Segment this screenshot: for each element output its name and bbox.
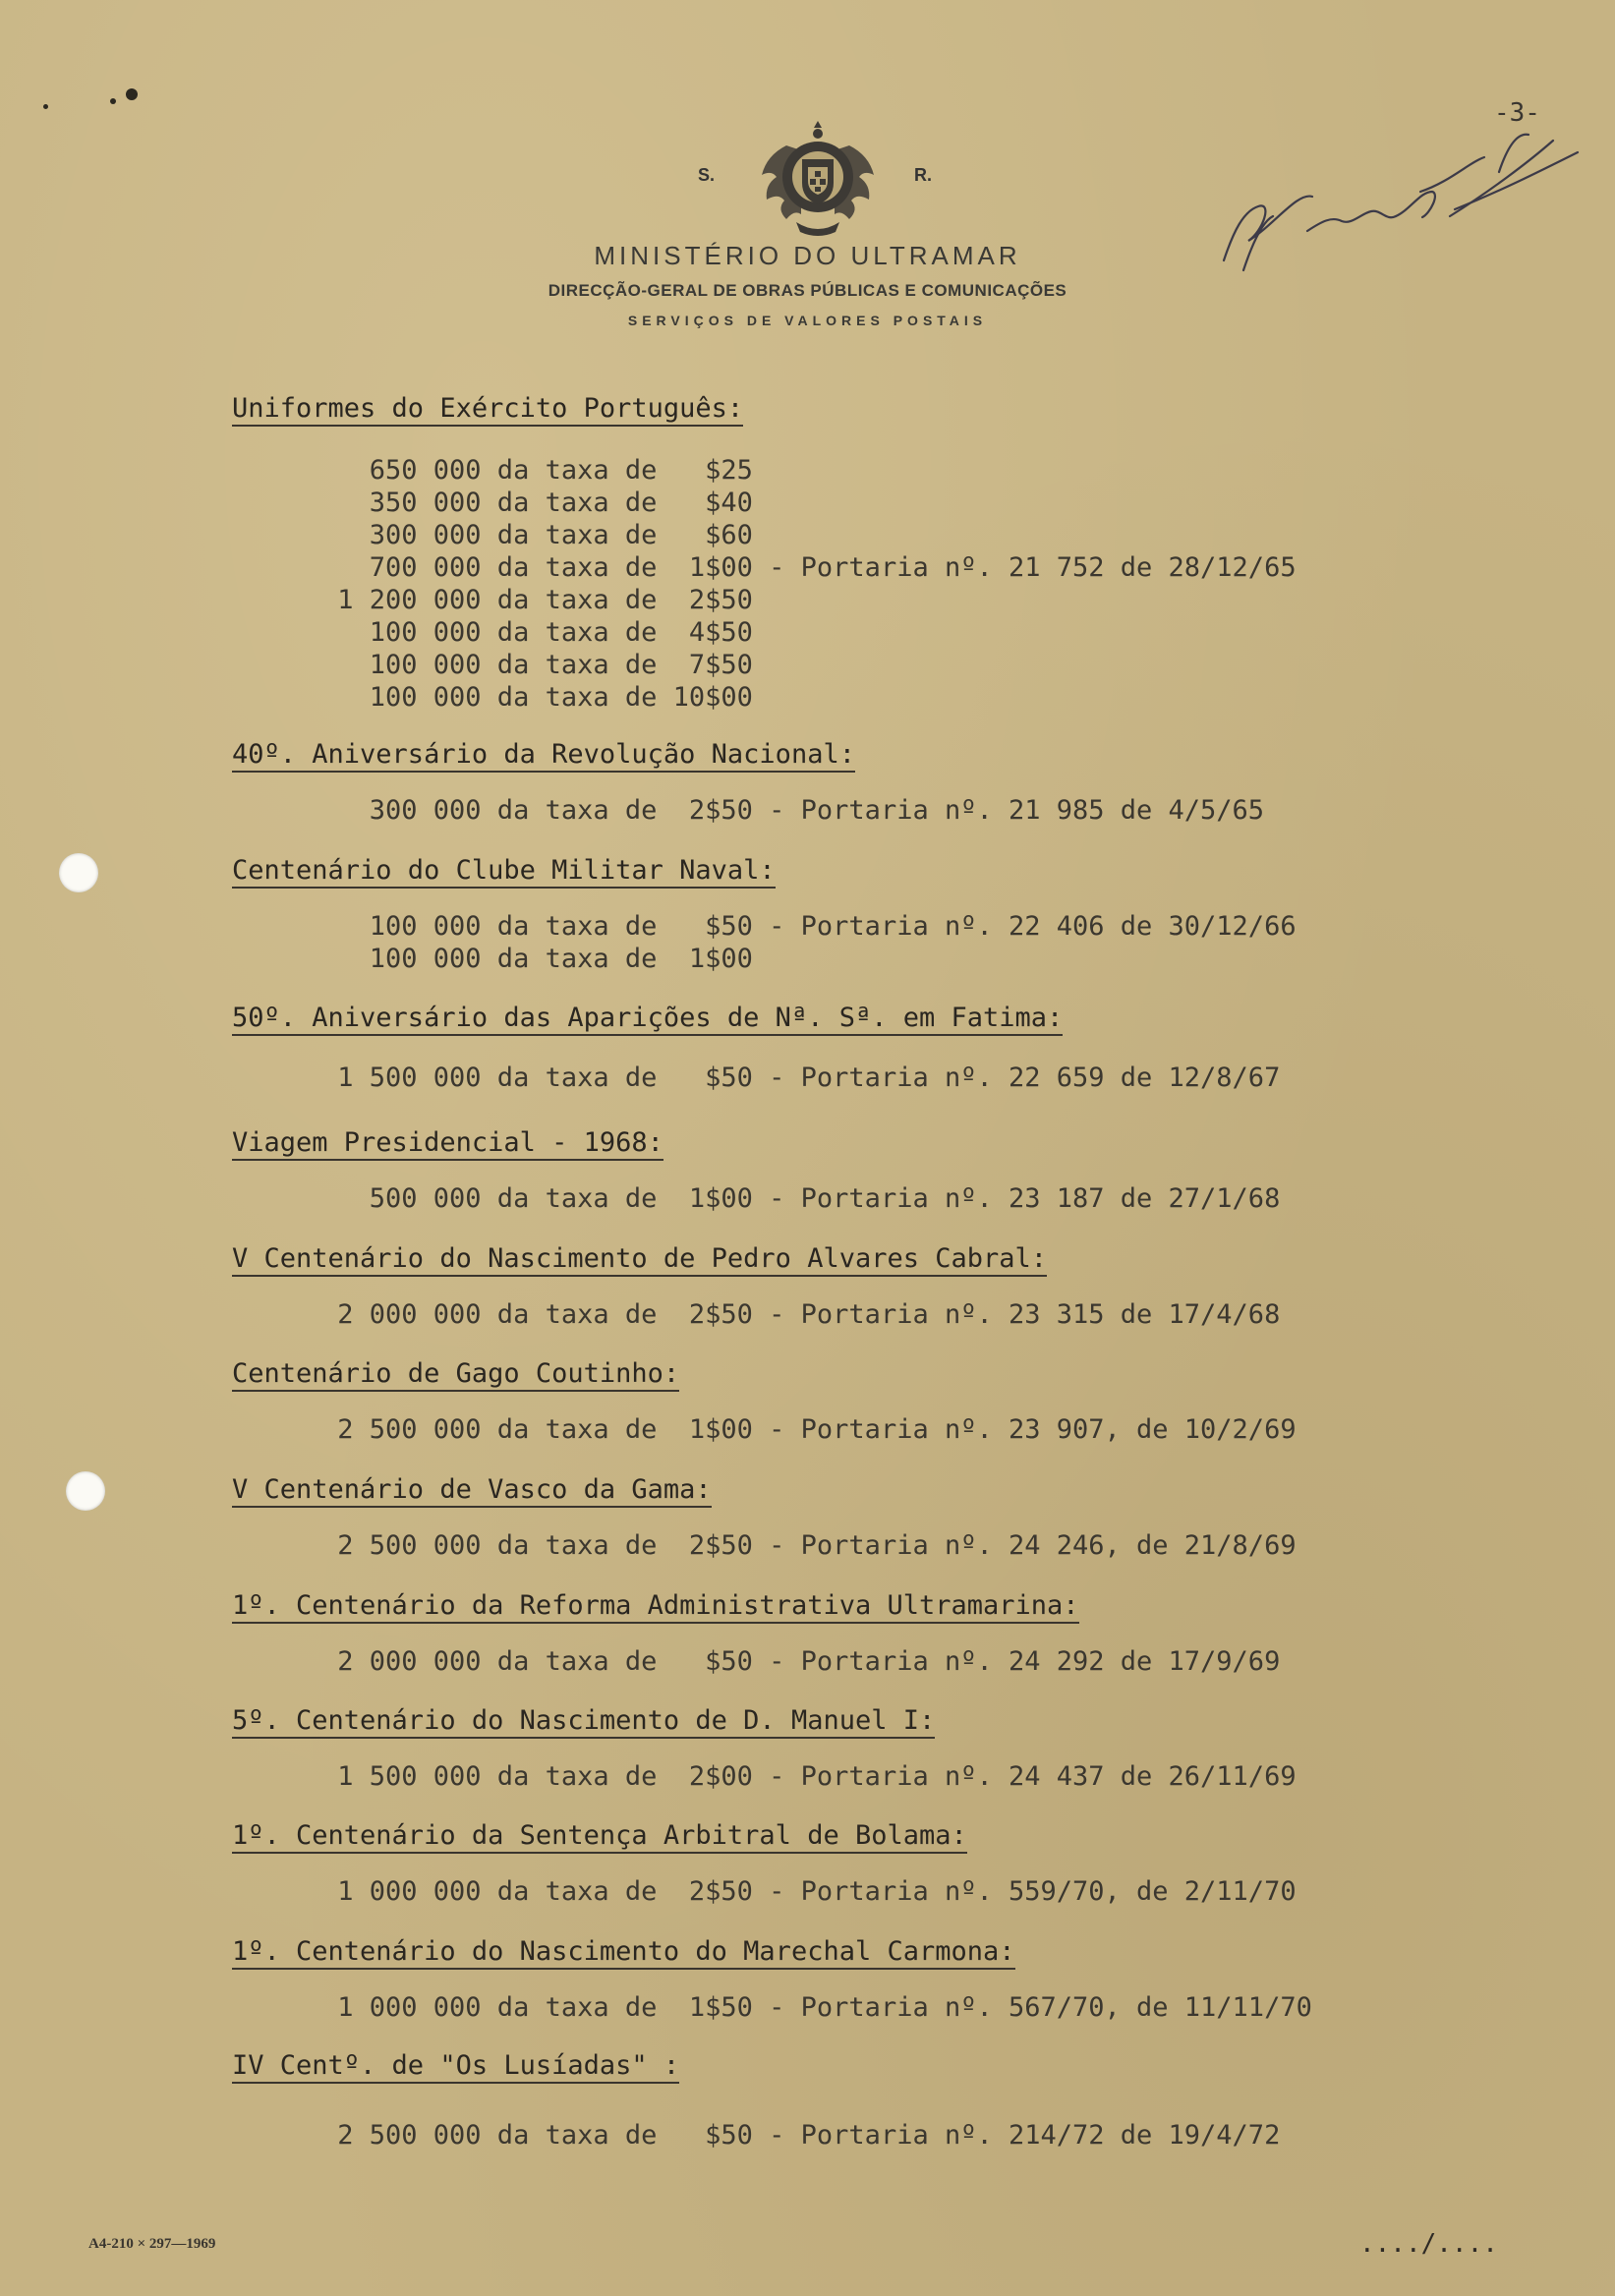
section-title-text: 5º. Centenário do Nascimento de D. Manuel I: <box>232 1705 935 1739</box>
stamp-issue-line: 100 000 da taxa de 1$00 <box>321 944 753 974</box>
section-title-text: 1º. Centenário do Nascimento do Marechal Carmona: <box>232 1936 1015 1970</box>
header-left-letter: S. <box>698 165 716 185</box>
section-title-text: Centenário de Gago Coutinho: <box>232 1358 679 1392</box>
section-title-text: Uniformes do Exército Português: <box>232 393 743 427</box>
section-title-text: 50º. Aniversário das Aparições de Nª. Sª. em Fatima: <box>232 1003 1063 1036</box>
stamp-issue-line: 100 000 da taxa de $50 - Portaria nº. 22 406 de 30/12/66 <box>321 911 1297 942</box>
service-title: SERVIÇOS DE VALORES POSTAIS <box>627 313 988 328</box>
stamp-issue-line: 2 000 000 da taxa de 2$50 - Portaria nº. 23 315 de 17/4/68 <box>321 1299 1281 1330</box>
stamp-issue-line: 300 000 da taxa de $60 <box>321 520 753 550</box>
section-title-text: 40º. Aniversário da Revolução Nacional: <box>232 739 855 773</box>
section-title <box>232 1358 679 1392</box>
section-title <box>232 1003 1063 1036</box>
section-title-text: V Centenário de Vasco da Gama: <box>232 1474 712 1508</box>
stamp-issue-line: 700 000 da taxa de 1$00 - Portaria nº. 21 752 de 28/12/65 <box>321 552 1297 583</box>
stamp-issue-line: 100 000 da taxa de 7$50 <box>321 650 753 680</box>
section-title-text: IV Centº. de "Os Lusíadas" : <box>232 2050 679 2084</box>
section-title-text: 1º. Centenário da Sentença Arbitral de Bolama: <box>232 1820 967 1854</box>
ink-stain <box>110 98 116 104</box>
section-title-text: V Centenário do Nascimento de Pedro Alvares Cabral: <box>232 1243 1047 1277</box>
stamp-issue-line: 100 000 da taxa de 10$00 <box>321 682 753 713</box>
section-title <box>232 1705 935 1739</box>
section-title <box>232 393 743 427</box>
stamp-issue-line: 2 500 000 da taxa de 2$50 - Portaria nº. 24 246, de 21/8/69 <box>321 1530 1297 1561</box>
section-title <box>232 1127 663 1161</box>
form-code: A4-210 × 297—1969 <box>88 2236 216 2252</box>
ink-stain <box>126 88 138 100</box>
section-title-text: 1º. Centenário da Reforma Administrativa Ultramarina: <box>232 1590 1079 1624</box>
stamp-issue-line: 1 500 000 da taxa de $50 - Portaria nº. 22 659 de 12/8/67 <box>321 1062 1281 1093</box>
coat-of-arms-icon <box>747 116 889 240</box>
section-title <box>232 1243 1047 1277</box>
section-title <box>232 1590 1079 1624</box>
stamp-issue-line: 1 200 000 da taxa de 2$50 <box>321 585 753 615</box>
ministry-title: MINISTÉRIO DO ULTRAMAR <box>594 241 1021 270</box>
section-title <box>232 739 855 773</box>
stamp-issue-line: 1 000 000 da taxa de 2$50 - Portaria nº. 559/70, de 2/11/70 <box>321 1876 1297 1907</box>
stamp-issue-line: 500 000 da taxa de 1$00 - Portaria nº. 23 187 de 27/1/68 <box>321 1183 1281 1214</box>
section-title <box>232 1474 712 1508</box>
stamp-issue-line: 2 500 000 da taxa de $50 - Portaria nº. 214/72 de 19/4/72 <box>321 2120 1281 2151</box>
stamp-issue-line: 350 000 da taxa de $40 <box>321 488 753 518</box>
stamp-issue-line: 650 000 da taxa de $25 <box>321 455 753 486</box>
stamp-issue-line: 1 500 000 da taxa de 2$00 - Portaria nº. 24 437 de 26/11/69 <box>321 1761 1297 1792</box>
section-title <box>232 2050 679 2084</box>
section-title <box>232 1936 1015 1970</box>
section-title-text: Centenário do Clube Militar Naval: <box>232 855 776 889</box>
stamp-issue-line: 2 000 000 da taxa de $50 - Portaria nº. 24 292 de 17/9/69 <box>321 1646 1281 1677</box>
stamp-issue-line: 1 000 000 da taxa de 1$50 - Portaria nº. 567/70, de 11/11/70 <box>321 1992 1312 2023</box>
section-title <box>232 1820 967 1854</box>
punch-hole-bottom <box>66 1471 105 1511</box>
directorate-title: DIRECÇÃO-GERAL DE OBRAS PÚBLICAS E COMUNICAÇÕES <box>548 281 1067 300</box>
ink-stain <box>43 104 48 109</box>
page-number: -3- <box>1494 98 1540 128</box>
header-right-letter: R. <box>914 165 932 185</box>
section-title-text: Viagem Presidencial - 1968: <box>232 1127 663 1161</box>
section-title <box>232 855 776 889</box>
stamp-issue-line: 300 000 da taxa de 2$50 - Portaria nº. 21 985 de 4/5/65 <box>321 795 1265 826</box>
stamp-issue-line: 100 000 da taxa de 4$50 <box>321 617 753 648</box>
stamp-issue-line: 2 500 000 da taxa de 1$00 - Portaria nº. 23 907, de 10/2/69 <box>321 1414 1297 1445</box>
punch-hole-top <box>59 853 98 892</box>
continuation-mark: ..../.... <box>1359 2229 1498 2259</box>
